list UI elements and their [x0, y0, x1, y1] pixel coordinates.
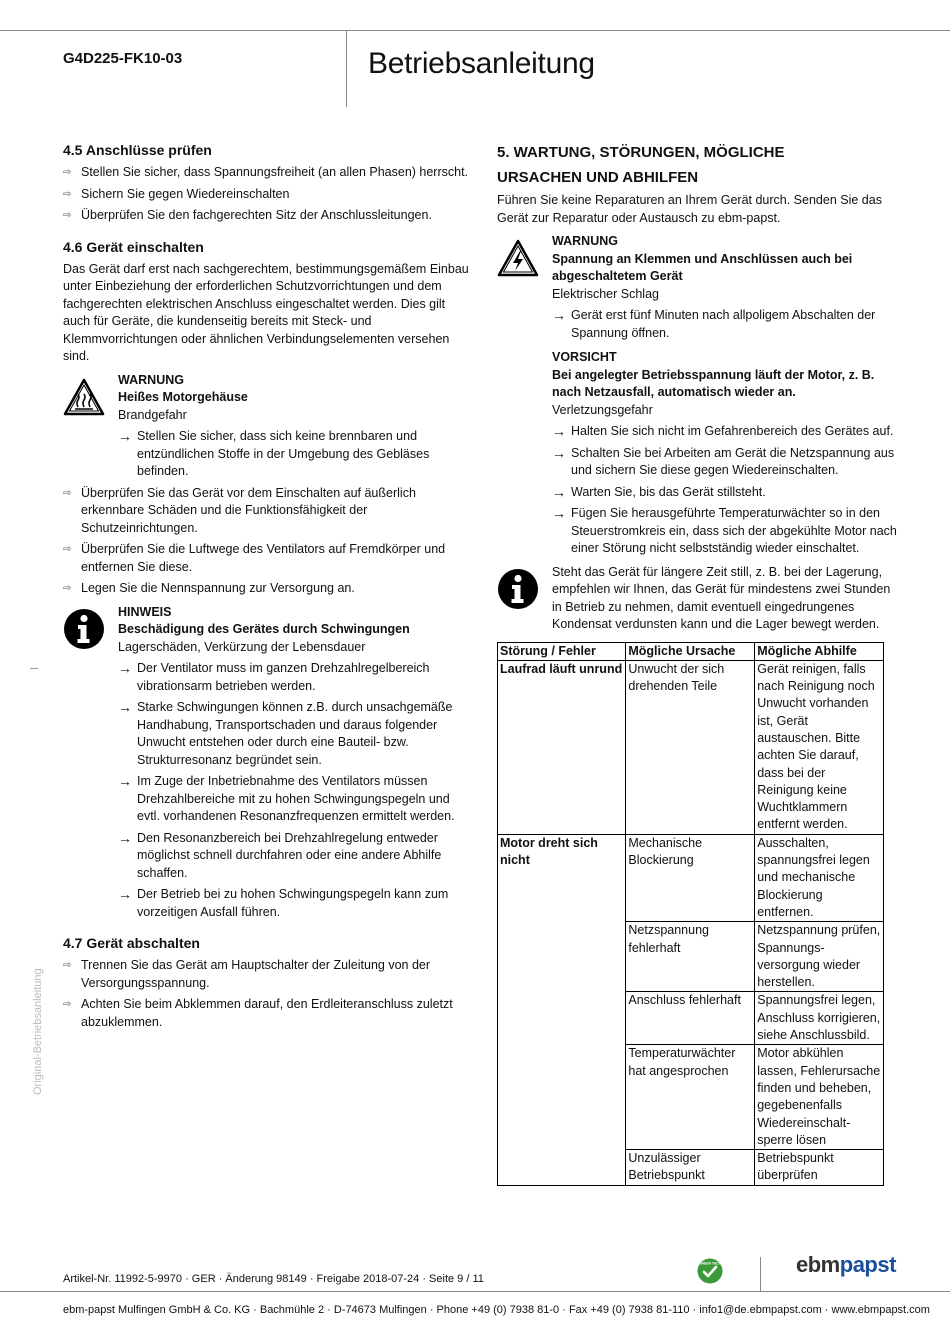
warning-subtitle: Brandgefahr	[118, 407, 187, 422]
product-code: G4D225-FK10-03	[63, 50, 183, 67]
remedy-cell: Betriebspunkt überprüfen	[755, 1150, 884, 1186]
cause-cell: Unzulässiger Betriebspunkt	[626, 1150, 755, 1186]
fault-cell: Motor dreht sich nicht	[498, 834, 626, 1185]
sidebar-label: Original-Betriebsanleitung	[32, 968, 44, 1095]
notice-block	[63, 604, 473, 922]
greentech-badge-icon	[697, 1258, 723, 1284]
notice-label: HINWEIS	[118, 604, 172, 619]
notice-subtitle: Lagerschäden, Verkürzung der Lebensdauer	[118, 639, 366, 654]
margin-mark	[30, 668, 38, 669]
instruction-item: → Stellen Sie sicher, dass sich keine brennbaren und entzündlichen Stoffe in der Umgebung des Gebläses befinden.	[118, 428, 473, 481]
bullet-item: ⇨ Sichern Sie gegen Wiedereinschalten	[63, 186, 473, 204]
bullet-item: ⇨ Überprüfen Sie das Gerät vor dem Einschalten auf äußerlich erkennbare Schäden und die Funktionsfähigkeit der Schutzeinrichtungen.	[63, 485, 473, 538]
warning-title: Spannung an Klemmen und Anschlüssen auch bei abgeschaltetem Gerät	[552, 251, 853, 283]
info-icon	[497, 568, 539, 610]
info-icon	[63, 608, 105, 650]
chapter-heading-line2: URSACHEN UND ABHILFEN	[497, 169, 699, 186]
section-heading-4-7: 4.7 Gerät abschalten	[63, 935, 200, 951]
instruction-item: → Den Resonanzbereich bei Drehzahlregelung entweder möglichst schnell durchfahren oder eine andere Abhilfe schaffen.	[118, 830, 473, 883]
warning-subtitle: Elektrischer Schlag	[552, 286, 659, 301]
cause-cell: Temperaturwächter hat angesprochen	[626, 1045, 755, 1150]
instruction-item: → Schalten Sie bei Arbeiten am Gerät die Netzspannung aus und sichern Sie diese gegen Wiedereinschalten.	[552, 445, 897, 480]
bullet-item: ⇨ Legen Sie die Nennspannung zur Versorgung an.	[63, 580, 473, 598]
bullet-item: ⇨ Stellen Sie sicher, dass Spannungsfreiheit (an allen Phasen) herrscht.	[63, 164, 473, 182]
warning-title: Heißes Motorgehäuse	[118, 390, 248, 404]
article-info: Artikel-Nr. 11992-5-9970 · GER · Änderung 98149 · Freigabe 2018-07-24 · Seite 9 / 11	[63, 1273, 484, 1285]
cause-cell: Unwucht der sich drehenden Teile	[626, 660, 755, 834]
table-header-row	[498, 642, 884, 660]
info-text: Steht das Gerät für längere Zeit still, z. B. bei der Lagerung, empfehlen wir Ihnen, das Gerät für mindestens zwei Stunden in Betrieb zu nehmen, damit eventuell eingedrungenes Kondensat verdunsten kann und die Lager bewegt werden.	[552, 564, 891, 631]
hot-surface-warning-icon	[63, 378, 105, 416]
caution-label: VORSICHT	[552, 350, 617, 364]
cause-cell: Anschluss fehlerhaft	[626, 992, 755, 1045]
instruction-item: → Der Ventilator muss im ganzen Drehzahlregelbereich vibrationsarm betrieben werden.	[118, 660, 473, 695]
header-rule	[0, 30, 950, 31]
table-row	[498, 660, 884, 834]
section-heading-4-5: 4.5 Anschlüsse prüfen	[63, 142, 212, 158]
caution-subtitle: Verletzungsgefahr	[552, 402, 653, 417]
instruction-item: → Fügen Sie herausgeführte Temperaturwächter so in den Steuerstromkreis ein, dass sich der abgekühlte Motor nach einer Störung nicht selbstständig wieder einschaltet.	[552, 505, 897, 558]
instruction-item: → Starke Schwingungen können z.B. durch unsachgemäße Handhabung, Transportschaden und daraus folgender Unwucht entstehen oder durch eine Bauteil- bzw. Strukturresonanz begründet sein.	[118, 699, 473, 769]
remedy-cell: Gerät reinigen, falls nach Reinigung noch Unwucht vorhanden ist, Gerät austauschen. Bitte achten Sie darauf, dass bei der Reinigung keine Wuchtklammern entfernt werden.	[755, 660, 884, 834]
fault-cell: Laufrad läuft unrund	[498, 660, 626, 834]
warning-label: WARNUNG	[118, 372, 184, 387]
warning-block	[63, 372, 473, 481]
instruction-item: → Warten Sie, bis das Gerät stillsteht.	[552, 484, 897, 502]
electric-shock-warning-icon	[497, 239, 539, 277]
notice-title: Beschädigung des Gerätes durch Schwingungen	[118, 622, 410, 636]
cause-cell: Netzspannung fehlerhaft	[626, 922, 755, 992]
ebmpapst-logo	[796, 1252, 896, 1277]
remedy-cell: Motor abkühlen lassen, Fehlerursache finden und beheben, gegebenenfalls Wiedereinschalt-sperre lösen	[755, 1045, 884, 1150]
intro-paragraph: Führen Sie keine Reparaturen an Ihrem Gerät durch. Senden Sie das Gerät zur Reparatur oder Austausch zu ebm-papst.	[497, 193, 882, 225]
logo-part-ebm: ebm	[796, 1252, 840, 1277]
paragraph: Das Gerät darf erst nach sachgerechtem, bestimmungsgemäßem Einbau unter Einbeziehung der erforderlichen Schutzvorrichtungen und dem fachgerechten elektrischen Anschluss eingeschaltet werden. Dies gilt auch für Geräte, die kundenseitig bereits mit Steck- und Klemmvorrichtungen oder ähnlichen Verbindungselementen versehen sind.	[63, 261, 469, 363]
right-column	[497, 140, 897, 1186]
bullet-item: ⇨ Trennen Sie das Gerät am Hauptschalter der Zuleitung von der Versorgungsspannung.	[63, 957, 473, 992]
instruction-item: → Gerät erst fünf Minuten nach allpoligem Abschalten der Spannung öffnen.	[552, 307, 897, 342]
bullet-item: ⇨ Überprüfen Sie die Luftwege des Ventilators auf Fremdkörper und entfernen Sie diese.	[63, 541, 473, 576]
remedy-cell: Spannungsfrei legen, Anschluss korrigieren, siehe Anschlussbild.	[755, 992, 884, 1045]
troubleshooting-table	[497, 642, 884, 1186]
section-heading-4-6: 4.6 Gerät einschalten	[63, 238, 204, 255]
instruction-item: → Halten Sie sich nicht im Gefahrenbereich des Gerätes auf.	[552, 423, 897, 441]
document-title: Betriebsanleitung	[368, 47, 595, 80]
cause-cell: Mechanische Blockierung	[626, 834, 755, 921]
header-divider	[346, 30, 347, 107]
chapter-heading-line1: 5. WARTUNG, STÖRUNGEN, MÖGLICHE	[497, 144, 785, 161]
logo-part-papst: papst	[839, 1252, 896, 1277]
left-column	[63, 140, 473, 1031]
column-header-cause: Mögliche Ursache	[626, 642, 755, 660]
instruction-item: → Im Zuge der Inbetriebnahme des Ventilators müssen Drehzahlbereiche mit zu hohen Schwingungspegeln und evtl. vorhandenen Resonanzfrequenzen ermittelt werden.	[118, 773, 473, 826]
caution-title: Bei angelegter Betriebsspannung läuft der Motor, z. B. nach Netzausfall, automatisch wieder an.	[552, 367, 875, 399]
footer-rule	[0, 1291, 950, 1292]
remedy-cell: Netzspannung prüfen, Spannungs-versorgung wieder herstellen.	[755, 922, 884, 992]
greentech-badge-text: GREEN TECH	[698, 1261, 722, 1266]
table-row	[498, 834, 884, 921]
bullet-item: ⇨ Achten Sie beim Abklemmen darauf, den Erdleiteranschluss zuletzt abzuklemmen.	[63, 996, 473, 1031]
warning-label: WARNUNG	[552, 234, 618, 248]
remedy-cell: Ausschalten, spannungsfrei legen und mechanische Blockierung entfernen.	[755, 834, 884, 921]
instruction-item: → Der Betrieb bei zu hohen Schwingungspegeln kann zum vorzeitigen Ausfall führen.	[118, 886, 473, 921]
info-block	[497, 564, 897, 634]
company-info: ebm-papst Mulfingen GmbH & Co. KG · Bachmühle 2 · D-74673 Mulfingen · Phone +49 (0) 7938 81-0 · Fax +49 (0) 7938 81-110 · info1@de.ebmpapst.com · www.ebmpapst.com	[63, 1304, 930, 1316]
column-header-remedy: Mögliche Abhilfe	[755, 642, 884, 660]
warning-block	[497, 233, 897, 558]
logo-divider	[760, 1257, 761, 1291]
column-header-fault: Störung / Fehler	[498, 642, 626, 660]
bullet-item: ⇨ Überprüfen Sie den fachgerechten Sitz der Anschlussleitungen.	[63, 207, 473, 225]
